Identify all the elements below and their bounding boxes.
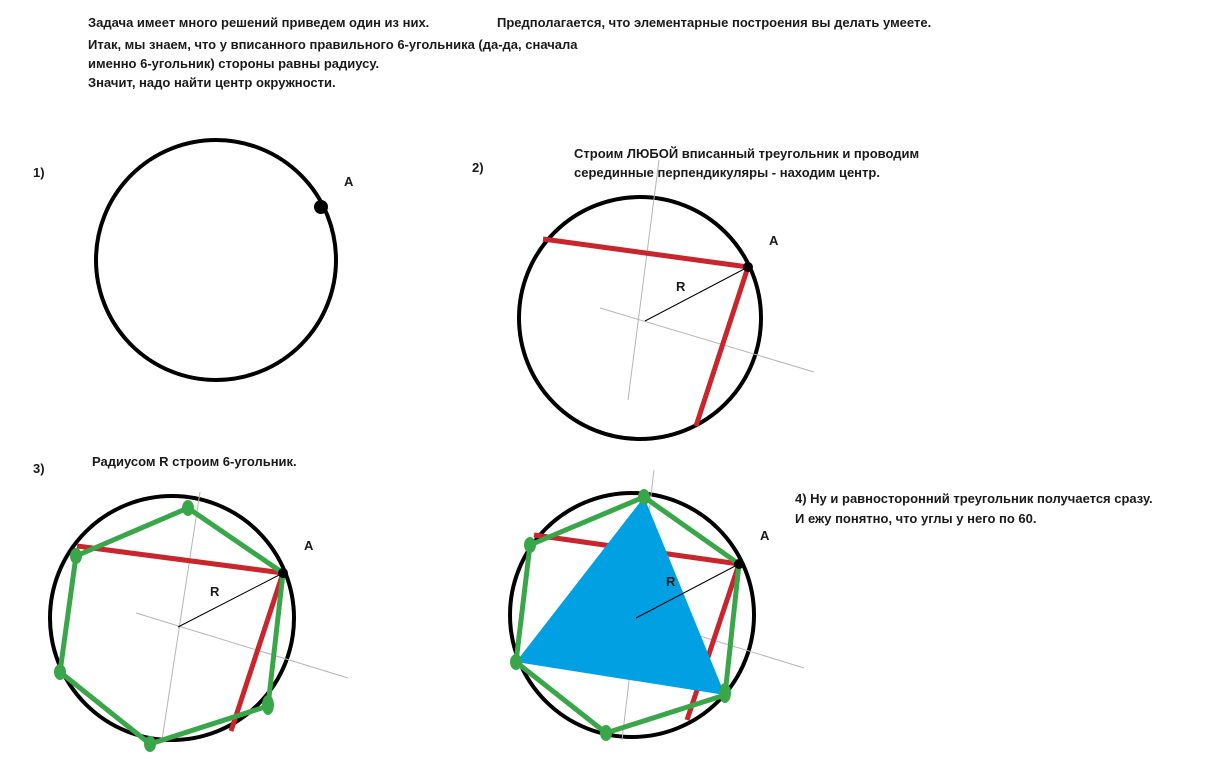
fig4-point-a <box>734 559 744 569</box>
step3-caption: Радиусом R строим 6-угольник. <box>92 454 297 469</box>
intro-line-4: Значит, надо найти центр окружности. <box>88 75 336 90</box>
fig4-vertex-1 <box>638 489 650 505</box>
fig1-label-a: A <box>344 174 354 189</box>
figure-2 <box>519 160 814 439</box>
step2-caption-line-2: серединные перпендикуляры - находим центр. <box>574 165 880 180</box>
fig3-vertex-3 <box>54 664 66 680</box>
fig3-hexagon <box>60 508 283 744</box>
fig2-label-r: R <box>676 279 686 294</box>
intro-line-1: Задача имеет много решений приведем один из них. <box>88 15 430 30</box>
fig2-chord-2 <box>696 267 748 426</box>
fig4-vertex-5 <box>719 683 731 703</box>
step2-number: 2) <box>472 160 484 175</box>
intro-line-1b: Предполагается, что элементарные построения вы делать умеете. <box>497 15 932 30</box>
fig3-point-a <box>278 568 288 578</box>
step4-caption-line-2: И ежу понятно, что углы у него по 60. <box>795 511 1037 526</box>
fig3-perp-bisector-2 <box>136 613 348 678</box>
fig3-perp-bisector-1 <box>162 492 200 740</box>
fig3-circle <box>50 496 294 740</box>
figure-1 <box>96 140 354 380</box>
step3-number: 3) <box>33 461 45 476</box>
fig4-vertex-3 <box>510 654 522 670</box>
fig4-label-a: A <box>760 528 770 543</box>
fig3-vertex-4 <box>144 736 156 752</box>
fig3-label-r: R <box>210 584 220 599</box>
fig4-label-r: R <box>666 574 676 589</box>
figure-3 <box>50 492 348 752</box>
intro-line-3: именно 6-угольник) стороны равны радиусу. <box>88 56 380 71</box>
fig3-vertex-5 <box>262 695 274 715</box>
fig2-circle <box>519 197 761 439</box>
fig2-label-a: A <box>769 233 779 248</box>
figure-4 <box>510 470 804 741</box>
fig3-vertex-2 <box>70 548 82 564</box>
fig3-label-a: A <box>304 538 314 553</box>
fig4-vertex-2 <box>524 537 536 553</box>
fig1-circle <box>96 140 336 380</box>
step4-caption-line-1: 4) Ну и равносторонний треугольник получается сразу. <box>795 491 1153 506</box>
fig4-vertex-4 <box>600 725 612 741</box>
fig2-point-a <box>743 262 753 272</box>
fig3-vertex-1 <box>182 500 194 516</box>
step2-caption-line-1: Строим ЛЮБОЙ вписанный треугольник и проводим <box>574 146 920 161</box>
intro-line-2: Итак, мы знаем, что у вписанного правильного 6-угольника (да-да, сначала <box>88 37 578 52</box>
fig1-point-a <box>314 200 328 214</box>
fig2-perp-bisector-2 <box>600 308 814 372</box>
step1-number: 1) <box>33 165 45 180</box>
